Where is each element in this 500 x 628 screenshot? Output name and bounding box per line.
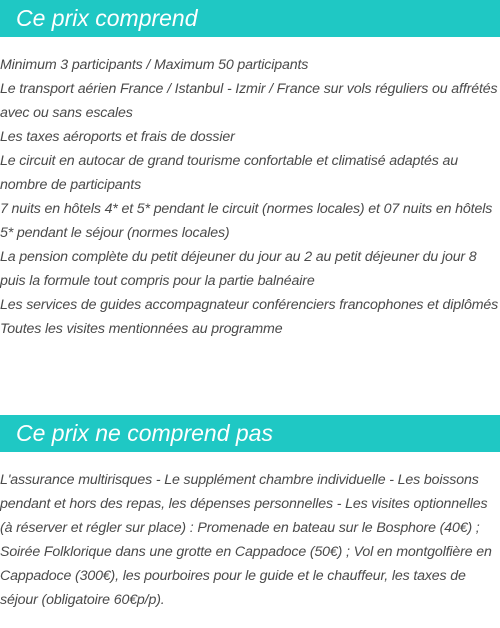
list-item: Les services de guides accompagnateur conférenciers francophones et diplômés xyxy=(0,297,499,313)
list-item: Le circuit en autocar de grand tourisme confortable et climatisé adaptés au nombre de participants xyxy=(0,153,458,193)
list-item: Minimum 3 participants / Maximum 50 participants xyxy=(0,57,309,73)
price-excludes-heading: Ce prix ne comprend pas xyxy=(0,415,500,452)
price-excludes-paragraph: L'assurance multirisques - Le supplément chambre individuelle - Les boissons pendant et hors des repas, les dépenses personnelles - Les visites optionnelles (à réserver et régler sur place) : Promenade en bateau sur le Bosphore (40€) ; Soirée Folklorique dans une grotte en Cappadoce (50€) ; Vol en montgolfière en Cappadoce (300€), les pourboires pour le guide et le chauffeur, les taxes de séjour (obligatoire 60€p/p). xyxy=(0,472,492,608)
list-item: 7 nuits en hôtels 4* et 5* pendant le circuit (normes locales) et 07 nuits en hôtels 5* pendant le séjour (normes locales) xyxy=(0,201,493,241)
list-item: Le transport aérien France / Istanbul - Izmir / France sur vols réguliers ou affrétés avec ou sans escales xyxy=(0,81,498,121)
list-item: La pension complète du petit déjeuner du jour au 2 au petit déjeuner du jour 8 puis la formule tout compris pour la partie balnéaire xyxy=(0,249,477,289)
price-includes-heading: Ce prix comprend xyxy=(0,0,500,37)
list-item: Toutes les visites mentionnées au programme xyxy=(0,321,283,337)
list-item: Les taxes aéroports et frais de dossier xyxy=(0,129,235,145)
price-includes-list xyxy=(0,53,500,341)
